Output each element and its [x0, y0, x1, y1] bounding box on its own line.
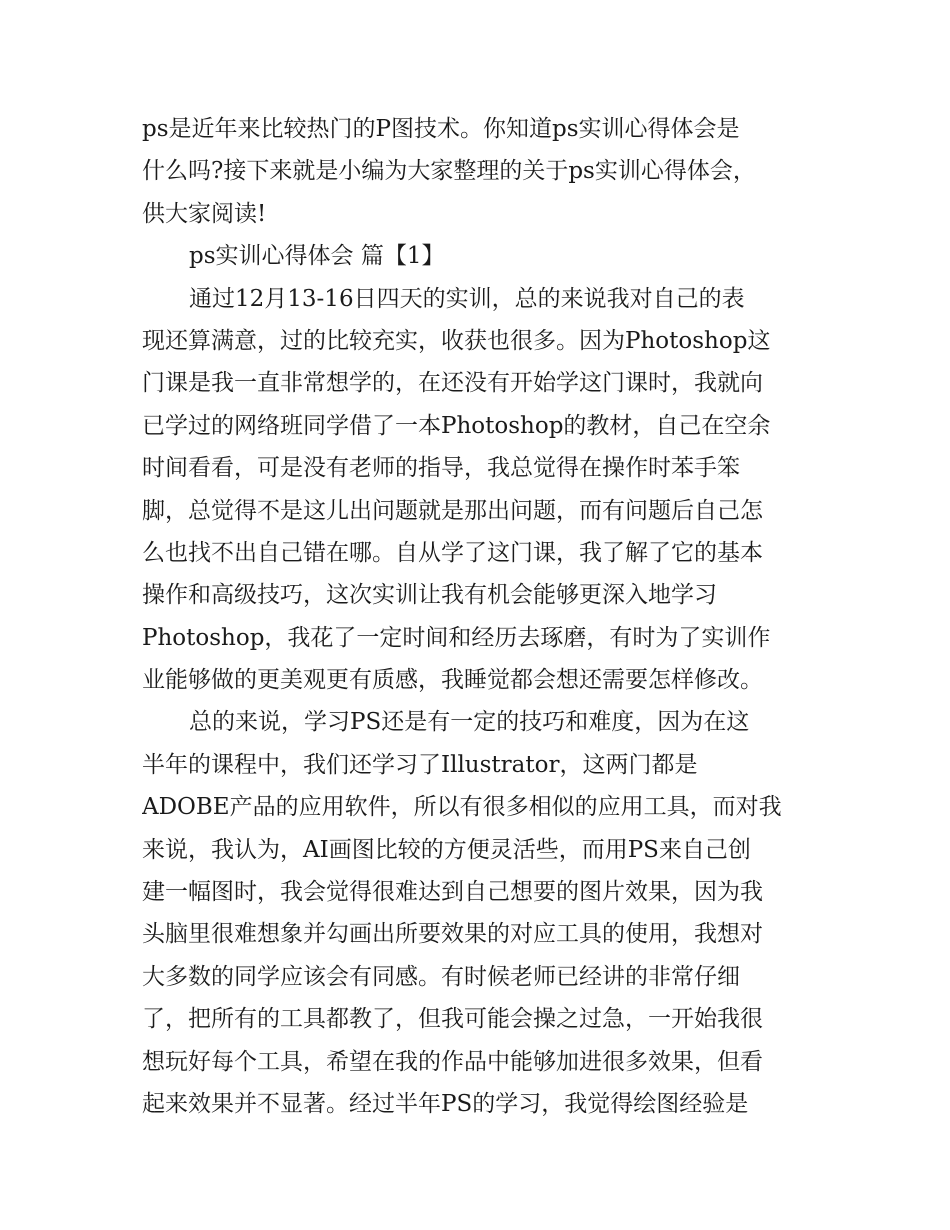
text-line: ADOBE产品的应用软件，所以有很多相似的应用工具，而对我 [142, 794, 782, 821]
text-line: 通过12月13-16日四天的实训，总的来说我对自己的表 [189, 285, 745, 312]
text-line: 么也找不出自己错在哪。自从学了这门课，我了解了它的基本 [142, 539, 763, 566]
text-line: 已学过的网络班同学借了一本Photoshop的教材，自己在空余 [142, 412, 771, 439]
text-line: 想玩好每个工具，希望在我的作品中能够加进很多效果，但看 [142, 1048, 763, 1075]
text-line: 大多数的同学应该会有同感。有时候老师已经讲的非常仔细 [142, 963, 740, 990]
text-line: 了，把所有的工具都教了，但我可能会操之过急，一开始我很 [142, 1006, 763, 1033]
text-line: 脚，总觉得不是这儿出问题就是那出问题，而有问题后自己怎 [142, 497, 763, 524]
document-body [142, 108, 817, 1125]
text-line: 半年的课程中，我们还学习了Illustrator，这两门都是 [142, 751, 698, 778]
text-line: 操作和高级技巧，这次实训让我有机会能够更深入地学习 [142, 582, 717, 609]
text-line: 门课是我一直非常想学的，在还没有开始学这门课时，我就向 [142, 370, 763, 397]
text-line: 建一幅图时，我会觉得很难达到自己想要的图片效果，因为我 [142, 879, 763, 906]
text-line: 现还算满意，过的比较充实，收获也很多。因为Photoshop这 [142, 327, 771, 354]
text-line: 时间看看，可是没有老师的指导，我总觉得在操作时苯手笨 [142, 455, 740, 482]
text-line: 总的来说，学习PS还是有一定的技巧和难度，因为在这 [189, 709, 750, 736]
section-heading: ps实训心得体会 篇【1】 [189, 243, 445, 270]
text-line: 供大家阅读! [142, 200, 267, 227]
text-line: 起来效果并不显著。经过半年PS的学习，我觉得绘图经验是 [142, 1090, 749, 1117]
text-line: ps是近年来比较热门的P图技术。你知道ps实训心得体会是 [142, 116, 740, 142]
text-line: 业能够做的更美观更有质感，我睡觉都会想还需要怎样修改。 [142, 667, 763, 694]
text-line: 头脑里很难想象并勾画出所要效果的对应工具的使用，我想对 [142, 921, 763, 948]
text-line: Photoshop，我花了一定时间和经历去琢磨，有时为了实训作 [142, 624, 771, 651]
text-line: 来说，我认为，AI画图比较的方便灵活些，而用PS来自己创 [142, 836, 751, 863]
text-line: 什么吗?接下来就是小编为大家整理的关于ps实训心得体会， [142, 158, 756, 185]
